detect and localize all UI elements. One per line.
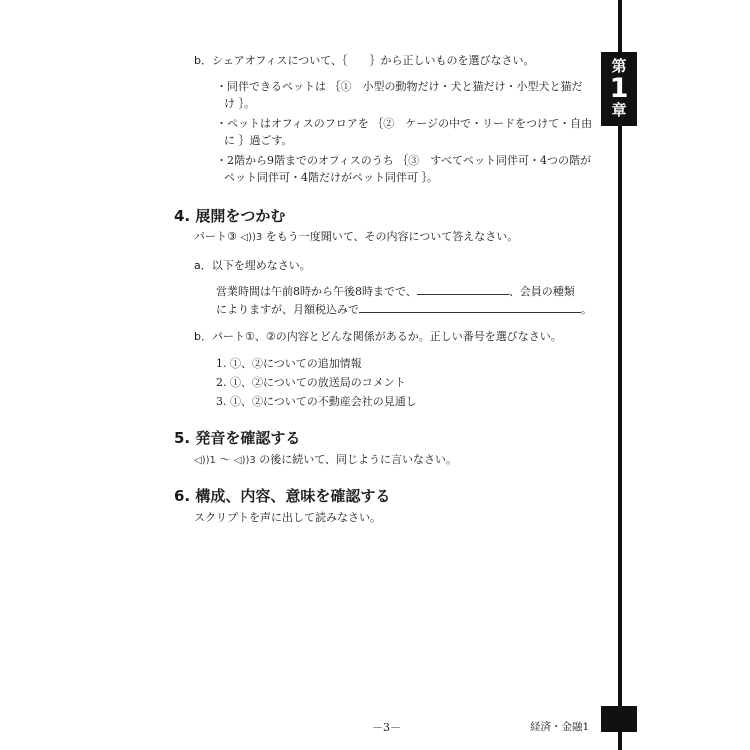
fill-in-blank-1[interactable] (417, 294, 509, 295)
chapter-tab-suffix: 章 (611, 101, 627, 119)
speaker-icon: ◁)) (233, 455, 250, 466)
section-4-instruction (194, 230, 518, 245)
section-5-instruction (194, 453, 457, 468)
section-5-instr-mid: 〜 (219, 453, 231, 466)
choice-item-2-line1: ・ペットはオフィスのフロアを ｛② ケージの中で・リードをつけて・自由 (216, 117, 593, 130)
fill-in-line-2 (216, 303, 592, 317)
fill-in-line-1 (216, 285, 575, 299)
section-4-instr-pre: パート③ (194, 230, 237, 243)
footer-bar (601, 706, 637, 732)
choice-item-1-line2: け ｝。 (224, 97, 255, 110)
chapter-tab-prefix: 第 (611, 57, 627, 75)
choice-item-3-line1: ・2階から9階までのオフィスのうち ｛③ すべてペット同伴可・4つの階が (216, 154, 592, 167)
section-6-title: 6. 構成、内容、意味を確認する (174, 487, 391, 505)
section-5-instr-post: の後に続いて、同じように言いなさい。 (259, 453, 458, 466)
track-number: 3 (255, 232, 263, 243)
chapter-tab-number: 1 (609, 73, 629, 104)
section-4-instr-post: をもう一度聞いて、その内容について答えなさい。 (265, 230, 519, 243)
option-2: 2. ①、②についての放送局のコメント (216, 376, 406, 389)
option-3: 3. ①、②についての不動産会社の見通し (216, 395, 417, 408)
fill-in-line-2-post: 。 (581, 303, 592, 316)
track-number: 3 (249, 455, 256, 466)
section-4-title: 4. 展開をつかむ (174, 207, 286, 225)
fill-in-line-1-post: 、会員の種類 (508, 285, 575, 298)
section-6-instruction: スクリプトを声に出して読みなさい。 (194, 511, 381, 524)
fill-in-blank-2[interactable] (359, 312, 581, 313)
footer-section-label: 経済・金融1 (530, 721, 590, 733)
section-4-a-label: a．以下を埋めなさい。 (194, 259, 311, 272)
choice-item-1-line1: ・同伴できるペットは ｛① 小型の動物だけ・犬と猫だけ・小型犬と猫だ (216, 80, 583, 93)
choice-item-2-line2: に ｝過ごす。 (224, 134, 293, 147)
section-4-b-label: b．パート①、②の内容とどんな関係があるか。正しい番号を選びなさい。 (194, 330, 562, 343)
choice-item-3-line2: ペット同伴可・4階だけがペット同伴可 ｝。 (224, 171, 438, 184)
section-5-title: 5. 発音を確認する (174, 429, 301, 447)
question-b-share-office: b．シェアオフィスについて、｛ ｝から正しいものを選びなさい。 (194, 54, 535, 67)
option-1: 1. ①、②についての追加情報 (216, 357, 362, 370)
fill-in-line-1-pre: 営業時間は午前8時から午後8時までで、 (216, 285, 417, 298)
speaker-icon: ◁)) (194, 455, 210, 466)
speaker-icon: ◁)) (240, 232, 256, 243)
page-number: －3－ (372, 721, 401, 734)
chapter-tab (601, 52, 637, 126)
fill-in-line-2-pre: によりますが、月額税込みで (216, 303, 359, 316)
track-number: 1 (209, 455, 216, 466)
